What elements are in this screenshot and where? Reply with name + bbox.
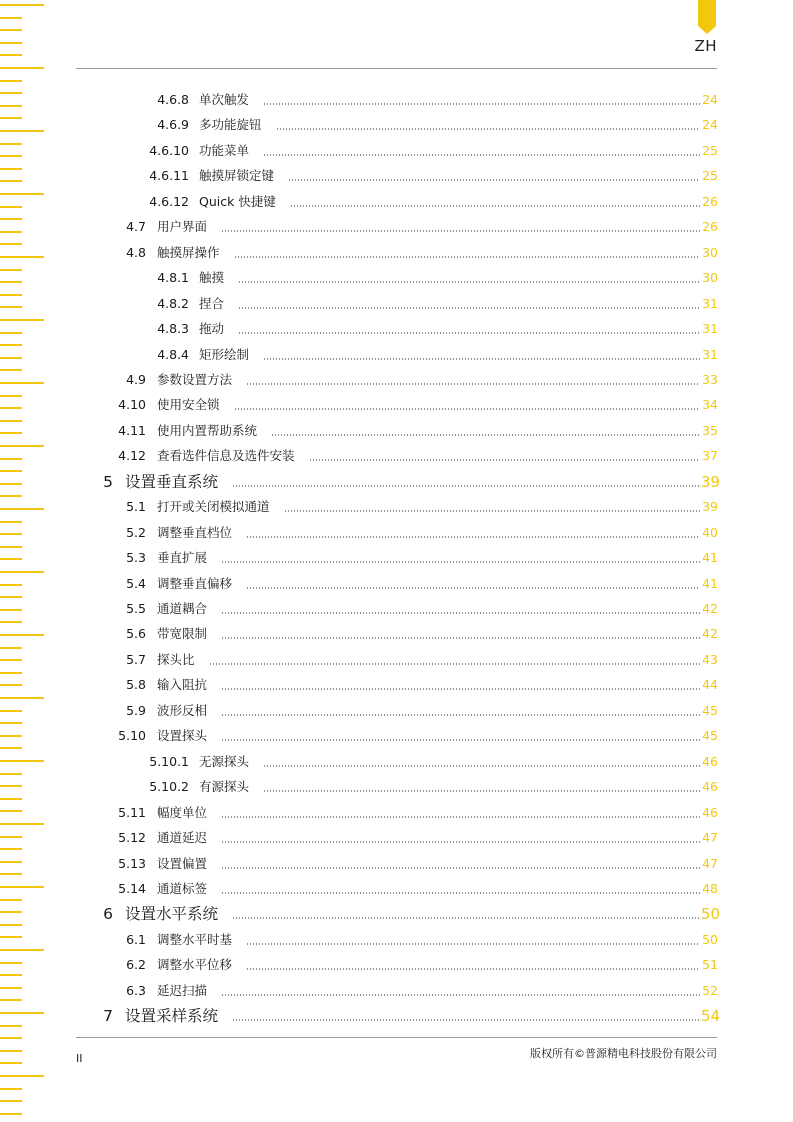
toc-dot-leader xyxy=(234,408,700,410)
toc-entry[interactable] xyxy=(76,370,718,390)
ruler-tick xyxy=(0,432,22,434)
toc-entry-number: 4.7 xyxy=(126,219,146,235)
toc-dot-leader xyxy=(246,968,700,970)
toc-entry-title: 拖动 xyxy=(199,321,225,337)
ruler-tick xyxy=(0,987,22,989)
toc-entry[interactable] xyxy=(76,115,718,135)
ruler-tick xyxy=(0,747,22,749)
toc-entry-number: 5.14 xyxy=(118,880,146,896)
toc-entry-page: 40 xyxy=(702,524,718,540)
toc-dot-leader xyxy=(309,459,700,461)
toc-entry-title: 通道标签 xyxy=(157,880,208,896)
toc-dot-leader xyxy=(221,994,700,996)
toc-entry[interactable] xyxy=(76,752,718,772)
ruler-tick xyxy=(0,596,22,598)
toc-dot-leader xyxy=(234,256,700,258)
toc-dot-leader xyxy=(221,637,700,639)
toc-entry[interactable] xyxy=(76,395,718,415)
toc-entry[interactable] xyxy=(76,345,718,365)
toc-dot-leader xyxy=(238,281,700,283)
toc-entry-page: 25 xyxy=(702,142,718,158)
language-code: ZH xyxy=(694,37,717,55)
toc-entry[interactable] xyxy=(76,574,718,594)
toc-dot-leader xyxy=(221,561,700,563)
ruler-tick xyxy=(0,269,22,271)
toc-entry-page: 37 xyxy=(702,448,718,464)
ruler-tick xyxy=(0,206,22,208)
toc-entry-title: 延迟扫描 xyxy=(157,982,208,998)
toc-entry[interactable] xyxy=(76,879,718,899)
toc-entry-number: 4.9 xyxy=(126,371,146,387)
toc-entry[interactable] xyxy=(76,421,718,441)
ruler-tick xyxy=(0,974,22,976)
toc-entry-page: 34 xyxy=(702,397,718,413)
toc-entry-page: 45 xyxy=(702,728,718,744)
chapter-tab-marker xyxy=(698,0,716,34)
toc-entry-number: 5.2 xyxy=(126,524,146,540)
ruler-tick xyxy=(0,319,44,321)
ruler-tick xyxy=(0,949,44,951)
ruler-tick xyxy=(0,483,22,485)
toc-entry-title: 通道耦合 xyxy=(157,601,208,616)
ruler-tick xyxy=(0,332,22,334)
ruler-tick xyxy=(0,684,22,686)
toc-entry-title: 调整水平位移 xyxy=(157,957,233,973)
ruler-tick xyxy=(0,281,22,283)
toc-entry[interactable] xyxy=(76,675,718,695)
toc-entry-page: 45 xyxy=(702,702,718,718)
toc-entry-number: 4.6.12 xyxy=(149,193,189,209)
toc-entry-number: 5.10 xyxy=(118,728,146,744)
toc-entry[interactable] xyxy=(76,701,718,721)
toc-entry-page: 54 xyxy=(701,1007,721,1026)
toc-entry-page: 24 xyxy=(702,92,718,107)
toc-entry-title: 多功能旋钮 xyxy=(199,117,262,133)
toc-dot-leader xyxy=(221,688,700,690)
ruler-tick xyxy=(0,1025,22,1027)
toc-entry-title: 调整垂直档位 xyxy=(157,524,233,540)
toc-entry-title: 触摸屏锁定键 xyxy=(199,168,275,184)
toc-entry-title: 查看选件信息及选件安装 xyxy=(157,448,295,464)
ruler-tick xyxy=(0,899,22,901)
toc-entry-number: 4.10 xyxy=(118,397,146,413)
ruler-tick xyxy=(0,873,22,875)
toc-entry[interactable] xyxy=(76,90,718,110)
toc-entry-page: 42 xyxy=(702,626,718,642)
toc-entry[interactable] xyxy=(76,1006,721,1026)
toc-dot-leader xyxy=(238,307,700,309)
toc-entry-title: 触摸屏操作 xyxy=(157,244,220,260)
toc-entry[interactable] xyxy=(76,904,721,924)
toc-entry-page: 42 xyxy=(702,601,718,616)
toc-entry[interactable] xyxy=(76,192,718,212)
ruler-tick xyxy=(0,936,22,938)
ruler-tick xyxy=(0,407,22,409)
toc-entry[interactable] xyxy=(76,981,718,1001)
toc-entry-page: 31 xyxy=(702,295,718,311)
ruler-tick xyxy=(0,92,22,94)
toc-entry[interactable] xyxy=(76,650,718,670)
toc-entry-title: 设置偏置 xyxy=(157,855,208,871)
ruler-tick xyxy=(0,1113,22,1115)
toc-entry-number: 6.3 xyxy=(126,982,146,998)
toc-dot-leader xyxy=(232,1019,700,1021)
toc-entry[interactable] xyxy=(76,599,718,619)
toc-entry[interactable] xyxy=(76,624,718,644)
ruler-tick xyxy=(0,243,22,245)
toc-entry-title: 设置水平系统 xyxy=(125,905,219,924)
toc-entry-number: 5.7 xyxy=(126,651,146,667)
ruler-tick xyxy=(0,1088,22,1090)
toc-entry-page: 24 xyxy=(702,117,718,133)
toc-entry-title: 使用内置帮助系统 xyxy=(157,422,258,438)
toc-entry-number: 5.4 xyxy=(126,575,146,591)
toc-entry-page: 52 xyxy=(702,982,718,998)
toc-entry-title: 垂直扩展 xyxy=(157,550,208,566)
toc-dot-leader xyxy=(221,739,700,741)
toc-entry-title: 设置探头 xyxy=(157,728,208,744)
ruler-tick xyxy=(0,54,22,56)
toc-entry[interactable] xyxy=(76,777,718,797)
toc-entry[interactable] xyxy=(76,472,721,492)
toc-entry-number: 4.8.1 xyxy=(157,270,189,286)
toc-entry-page: 41 xyxy=(702,550,718,566)
toc-entry-page: 30 xyxy=(702,270,718,286)
toc-entry-page: 50 xyxy=(702,931,718,947)
toc-dot-leader xyxy=(232,917,700,919)
toc-entry-number: 5.5 xyxy=(126,601,146,616)
toc-entry[interactable] xyxy=(76,497,718,517)
ruler-tick xyxy=(0,924,22,926)
toc-dot-leader xyxy=(232,485,700,487)
toc-entry-number: 4.8.4 xyxy=(157,346,189,362)
ruler-tick xyxy=(0,1100,22,1102)
toc-dot-leader xyxy=(246,587,700,589)
toc-dot-leader xyxy=(288,179,700,181)
ruler-tick xyxy=(0,470,22,472)
toc-entry-page: 35 xyxy=(702,422,718,438)
toc-entry[interactable] xyxy=(76,828,718,848)
toc-entry[interactable] xyxy=(76,854,718,874)
toc-dot-leader xyxy=(221,714,700,716)
toc-entry-title: 使用安全锁 xyxy=(157,397,220,413)
toc-entry-page: 25 xyxy=(702,168,718,184)
toc-entry-title: 带宽限制 xyxy=(157,626,208,642)
ruler-tick xyxy=(0,193,44,195)
ruler-tick xyxy=(0,508,44,510)
toc-entry-number: 7 xyxy=(103,1007,113,1026)
ruler-tick xyxy=(0,306,22,308)
toc-dot-leader xyxy=(246,536,700,538)
ruler-tick xyxy=(0,722,22,724)
toc-entry-title: 设置采样系统 xyxy=(125,1007,219,1026)
toc-dot-leader xyxy=(290,205,700,207)
ruler-tick xyxy=(0,634,44,636)
toc-entry-page: 33 xyxy=(702,371,718,387)
toc-entry-page: 46 xyxy=(702,804,718,820)
toc-entry-page: 41 xyxy=(702,575,718,591)
ruler-tick xyxy=(0,29,22,31)
toc-entry-number: 5.12 xyxy=(118,830,146,846)
ruler-tick xyxy=(0,584,22,586)
ruler-tick xyxy=(0,710,22,712)
toc-entry-page: 31 xyxy=(702,321,718,337)
toc-entry[interactable] xyxy=(76,319,718,339)
toc-entry-title: 功能菜单 xyxy=(199,142,250,158)
toc-entry-number: 5.9 xyxy=(126,702,146,718)
toc-entry[interactable] xyxy=(76,141,718,161)
ruler-tick xyxy=(0,105,22,107)
toc-entry-number: 6.1 xyxy=(126,931,146,947)
ruler-tick xyxy=(0,42,22,44)
toc-dot-leader xyxy=(209,663,700,665)
toc-entry[interactable] xyxy=(76,523,718,543)
toc-entry-title: Quick 快捷键 xyxy=(199,193,276,209)
ruler-tick xyxy=(0,67,44,69)
toc-entry-title: 有源探头 xyxy=(199,779,250,795)
toc-entry[interactable] xyxy=(76,803,718,823)
toc-entry-number: 5.10.1 xyxy=(149,753,189,769)
toc-entry-title: 设置垂直系统 xyxy=(125,472,219,491)
ruler-tick xyxy=(0,760,44,762)
ruler-tick xyxy=(0,697,44,699)
toc-entry-number: 5.6 xyxy=(126,626,146,642)
toc-dot-leader xyxy=(221,612,700,614)
ruler-tick xyxy=(0,1012,44,1014)
ruler-tick xyxy=(0,886,44,888)
toc-dot-leader xyxy=(284,510,700,512)
ruler-tick xyxy=(0,1037,22,1039)
toc-entry-page: 51 xyxy=(702,957,718,973)
toc-dot-leader xyxy=(263,358,700,360)
ruler-tick xyxy=(0,357,22,359)
ruler-tick xyxy=(0,420,22,422)
ruler-tick xyxy=(0,218,22,220)
toc-entry-page: 44 xyxy=(702,677,718,693)
ruler-tick xyxy=(0,294,22,296)
toc-entry-number: 5.8 xyxy=(126,677,146,693)
ruler-tick xyxy=(0,533,22,535)
toc-dot-leader xyxy=(263,790,700,792)
ruler-tick xyxy=(0,231,22,233)
ruler-tick xyxy=(0,609,22,611)
toc-entry-title: 用户界面 xyxy=(157,219,208,235)
toc-entry[interactable] xyxy=(76,930,718,950)
ruler-tick xyxy=(0,344,22,346)
page-edge-ruler-decoration xyxy=(0,0,46,1122)
toc-entry-number: 5 xyxy=(103,472,113,491)
ruler-tick xyxy=(0,395,22,397)
toc-entry-page: 47 xyxy=(702,830,718,846)
toc-entry[interactable] xyxy=(76,243,718,263)
ruler-tick xyxy=(0,659,22,661)
toc-entry[interactable] xyxy=(76,446,718,466)
ruler-tick xyxy=(0,558,22,560)
toc-entry-number: 4.6.8 xyxy=(157,92,189,107)
ruler-tick xyxy=(0,1075,44,1077)
toc-entry-title: 单次触发 xyxy=(199,92,250,107)
toc-entry-title: 无源探头 xyxy=(199,753,250,769)
toc-dot-leader xyxy=(263,154,700,156)
toc-entry-page: 48 xyxy=(702,880,718,896)
ruler-tick xyxy=(0,848,22,850)
toc-entry-page: 43 xyxy=(702,651,718,667)
toc-entry-page: 31 xyxy=(702,346,718,362)
page-number: II xyxy=(76,1052,83,1065)
toc-entry-number: 6.2 xyxy=(126,957,146,973)
toc-dot-leader xyxy=(221,230,700,232)
ruler-tick xyxy=(0,785,22,787)
ruler-tick xyxy=(0,999,22,1001)
toc-dot-leader xyxy=(263,765,700,767)
toc-entry-number: 6 xyxy=(103,905,113,924)
toc-entry-number: 4.8.2 xyxy=(157,295,189,311)
ruler-tick xyxy=(0,4,44,6)
toc-dot-leader xyxy=(221,867,700,869)
toc-dot-leader xyxy=(221,841,700,843)
ruler-tick xyxy=(0,521,22,523)
toc-entry-number: 4.6.11 xyxy=(149,168,189,184)
toc-entry-page: 50 xyxy=(701,905,721,924)
ruler-tick xyxy=(0,130,44,132)
ruler-tick xyxy=(0,1062,22,1064)
toc-dot-leader xyxy=(221,816,700,818)
ruler-tick xyxy=(0,823,44,825)
toc-entry-title: 触摸 xyxy=(199,270,225,286)
ruler-tick xyxy=(0,445,44,447)
ruler-tick xyxy=(0,1050,22,1052)
toc-entry-title: 参数设置方法 xyxy=(157,371,233,387)
toc-entry-number: 4.12 xyxy=(118,448,146,464)
ruler-tick xyxy=(0,861,22,863)
header-divider xyxy=(76,68,717,69)
toc-entry-page: 26 xyxy=(702,219,718,235)
ruler-tick xyxy=(0,546,22,548)
ruler-tick xyxy=(0,458,22,460)
toc-dot-leader xyxy=(276,128,700,130)
toc-entry-title: 调整水平时基 xyxy=(157,931,233,947)
toc-entry-page: 46 xyxy=(702,779,718,795)
toc-entry[interactable] xyxy=(76,726,718,746)
toc-entry-title: 打开或关闭模拟通道 xyxy=(157,499,270,515)
ruler-tick xyxy=(0,672,22,674)
copyright-notice: 版权所有©普源精电科技股份有限公司 xyxy=(530,1047,717,1060)
toc-dot-leader xyxy=(263,103,700,105)
ruler-tick xyxy=(0,911,22,913)
toc-entry-title: 输入阻抗 xyxy=(157,677,208,693)
ruler-tick xyxy=(0,17,22,19)
ruler-tick xyxy=(0,155,22,157)
ruler-tick xyxy=(0,256,44,258)
toc-entry-number: 4.6.9 xyxy=(157,117,189,133)
toc-entry-title: 捏合 xyxy=(199,295,225,311)
ruler-tick xyxy=(0,180,22,182)
ruler-tick xyxy=(0,143,22,145)
toc-entry-page: 47 xyxy=(702,855,718,871)
toc-entry-title: 矩形绘制 xyxy=(199,346,250,362)
ruler-tick xyxy=(0,810,22,812)
ruler-tick xyxy=(0,836,22,838)
toc-dot-leader xyxy=(271,434,700,436)
ruler-tick xyxy=(0,571,44,573)
toc-entry[interactable] xyxy=(76,166,718,186)
ruler-tick xyxy=(0,962,22,964)
toc-entry-page: 39 xyxy=(702,499,718,515)
toc-dot-leader xyxy=(246,383,700,385)
toc-entry-title: 幅度单位 xyxy=(157,804,208,820)
ruler-tick xyxy=(0,382,44,384)
toc-entry-number: 5.1 xyxy=(126,499,146,515)
toc-entry-page: 39 xyxy=(701,472,721,491)
toc-entry-title: 波形反相 xyxy=(157,702,208,718)
toc-entry-number: 4.8 xyxy=(126,244,146,260)
toc-entry[interactable] xyxy=(76,548,718,568)
toc-entry-title: 通道延迟 xyxy=(157,830,208,846)
toc-entry-number: 4.6.10 xyxy=(149,142,189,158)
toc-dot-leader xyxy=(221,892,700,894)
toc-entry-page: 30 xyxy=(702,244,718,260)
ruler-tick xyxy=(0,798,22,800)
toc-entry-number: 4.8.3 xyxy=(157,321,189,337)
footer-divider xyxy=(76,1037,717,1038)
ruler-tick xyxy=(0,647,22,649)
toc-entry[interactable] xyxy=(76,294,718,314)
toc-entry-page: 26 xyxy=(702,193,718,209)
toc-entry-number: 5.3 xyxy=(126,550,146,566)
toc-entry-number: 5.10.2 xyxy=(149,779,189,795)
toc-entry-title: 探头比 xyxy=(157,651,195,667)
toc-entry-page: 46 xyxy=(702,753,718,769)
ruler-tick xyxy=(0,735,22,737)
ruler-tick xyxy=(0,117,22,119)
toc-entry[interactable] xyxy=(76,955,718,975)
toc-entry-number: 4.11 xyxy=(118,422,146,438)
toc-dot-leader xyxy=(246,943,700,945)
ruler-tick xyxy=(0,369,22,371)
toc-entry[interactable] xyxy=(76,217,718,237)
toc-dot-leader xyxy=(238,332,700,334)
ruler-tick xyxy=(0,168,22,170)
ruler-tick xyxy=(0,773,22,775)
toc-entry-title: 调整垂直偏移 xyxy=(157,575,233,591)
ruler-tick xyxy=(0,621,22,623)
toc-entry-number: 5.11 xyxy=(118,804,146,820)
ruler-tick xyxy=(0,495,22,497)
toc-entry-number: 5.13 xyxy=(118,855,146,871)
toc-entry[interactable] xyxy=(76,268,718,288)
ruler-tick xyxy=(0,80,22,82)
